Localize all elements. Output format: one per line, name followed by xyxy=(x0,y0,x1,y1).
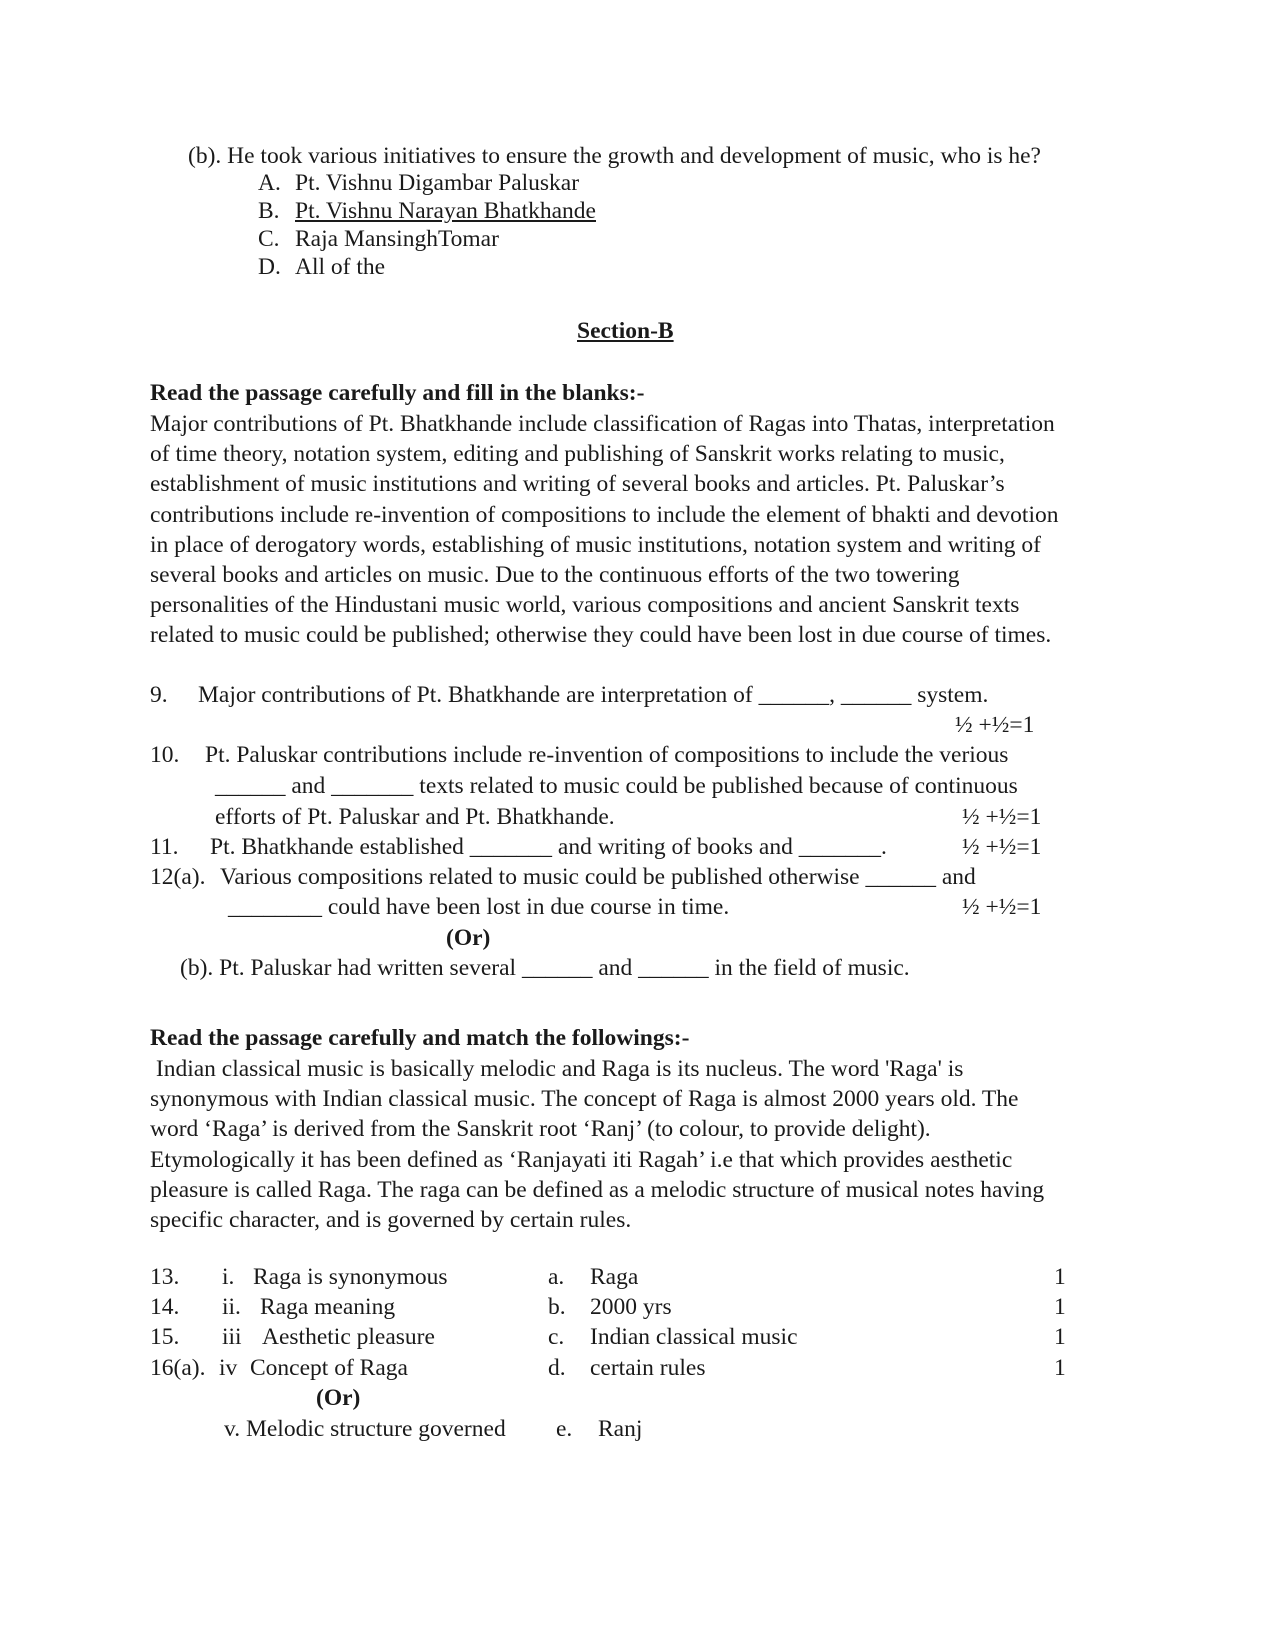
or-label: (Or) xyxy=(446,925,491,951)
match-extra-right: Ranj xyxy=(598,1416,643,1442)
option-a-letter: A. xyxy=(258,170,281,196)
passage2-line: Indian classical music is basically melodic and Raga is its nucleus. The word 'Raga' is xyxy=(150,1056,964,1082)
match-row-15-left: Aesthetic pleasure xyxy=(262,1324,435,1350)
q10-line2: ______ and _______ texts related to music could be published because of continuous xyxy=(215,773,1018,799)
match-row-16a-left: Concept of Raga xyxy=(250,1355,408,1381)
passage1-text xyxy=(150,409,1110,651)
match-row-14-roman: ii. xyxy=(222,1294,241,1320)
match-row-16a-letter: d. xyxy=(548,1355,566,1381)
match-row-14-letter: b. xyxy=(548,1294,566,1320)
q11-number: 11. xyxy=(150,834,179,860)
passage2-line: synonymous with Indian classical music. The concept of Raga is almost 2000 years old. The xyxy=(150,1086,1019,1113)
option-c: Raja MansinghTomar xyxy=(295,226,499,252)
passage1-line: in place of derogatory words, establishing of music institutions, notation system and writing of xyxy=(150,531,1041,558)
q12a-marks: ½ +½=1 xyxy=(962,894,1042,920)
option-d: All of the xyxy=(295,254,386,280)
q10-marks: ½ +½=1 xyxy=(962,804,1042,830)
passage2-line: specific character, and is governed by certain rules. xyxy=(150,1207,632,1234)
passage1-line: Major contributions of Pt. Bhatkhande include classification of Ragas into Thatas, interpretation xyxy=(150,411,1055,437)
q12a-line1: Various compositions related to music could be published otherwise ______ and xyxy=(220,864,976,890)
option-b: Pt. Vishnu Narayan Bhatkhande xyxy=(295,198,596,224)
passage1-line: establishment of music institutions and writing of several books and articles. Pt. Paluskar’s xyxy=(150,471,1005,498)
match-row-15-roman: iii xyxy=(222,1324,242,1350)
option-d-letter: D. xyxy=(258,254,281,280)
match-row-15-marks: 1 xyxy=(1054,1324,1066,1350)
match-row-14-left: Raga meaning xyxy=(260,1294,396,1320)
match-row-15-right: Indian classical music xyxy=(590,1324,798,1350)
q11-marks: ½ +½=1 xyxy=(962,834,1042,860)
q10-number: 10. xyxy=(150,742,180,768)
passage1-line: several books and articles on music. Due to the continuous efforts of the two towering xyxy=(150,562,960,589)
match-or-label: (Or) xyxy=(316,1385,361,1411)
q12b-text: (b). Pt. Paluskar had written several ______ and ______ in the field of music. xyxy=(180,955,910,981)
match-row-16a-roman: iv xyxy=(219,1355,238,1381)
match-row-15-number: 15. xyxy=(150,1324,180,1350)
q10-line1: Pt. Paluskar contributions include re-invention of compositions to include the verious xyxy=(205,742,1009,768)
q11-text: Pt. Bhatkhande established _______ and writing of books and _______. xyxy=(210,834,887,860)
match-row-13-roman: i. xyxy=(222,1264,235,1290)
q9-marks: ½ +½=1 xyxy=(955,712,1035,738)
passage2-text xyxy=(150,1054,1110,1235)
passage1-heading: Read the passage carefully and fill in the blanks:- xyxy=(150,380,645,406)
question-8b: (b). He took various initiatives to ensure the growth and development of music, who is he? xyxy=(188,143,1041,169)
q9-text: Major contributions of Pt. Bhatkhande are interpretation of ______, ______ system. xyxy=(198,682,989,708)
match-row-13-right: Raga xyxy=(590,1264,639,1290)
option-c-letter: C. xyxy=(258,226,280,252)
passage2-heading: Read the passage carefully and match the followings:- xyxy=(150,1025,690,1051)
match-row-16a-right: certain rules xyxy=(590,1355,706,1381)
passage1-line: of time theory, notation system, editing and publishing of Sanskrit works relating to music, xyxy=(150,441,1005,468)
match-row-14-number: 14. xyxy=(150,1294,180,1320)
section-title: Section-B xyxy=(577,318,674,344)
passage1-line: related to music could be published; otherwise they could have been lost in due course of times. xyxy=(150,622,1052,649)
match-row-13-letter: a. xyxy=(548,1264,565,1290)
passage2-line: pleasure is called Raga. The raga can be defined as a melodic structure of musical notes having xyxy=(150,1176,1045,1203)
match-row-15-letter: c. xyxy=(548,1324,565,1350)
match-extra-letter: e. xyxy=(556,1416,573,1442)
option-a: Pt. Vishnu Digambar Paluskar xyxy=(295,170,580,196)
passage1-line: personalities of the Hindustani music world, various compositions and ancient Sanskrit texts xyxy=(150,592,1020,619)
passage2-line: word ‘Raga’ is derived from the Sanskrit root ‘Ranj’ (to colour, to provide delight). xyxy=(150,1116,931,1143)
match-extra-left: v. Melodic structure governed xyxy=(224,1416,506,1442)
q12a-number: 12(a). xyxy=(150,864,206,890)
passage1-line: contributions include re-invention of compositions to include the element of bhakti and devotion xyxy=(150,501,1059,528)
q9-number: 9. xyxy=(150,682,168,708)
q12a-line2: ________ could have been lost in due course in time. xyxy=(228,894,730,920)
option-b-letter: B. xyxy=(258,198,280,224)
passage2-line: Etymologically it has been defined as ‘Ranjayati iti Ragah’ i.e that which provides aesthetic xyxy=(150,1146,1013,1173)
match-row-13-marks: 1 xyxy=(1054,1264,1066,1290)
match-row-14-marks: 1 xyxy=(1054,1294,1066,1320)
q10-line3: efforts of Pt. Paluskar and Pt. Bhatkhande. xyxy=(215,804,615,830)
match-row-16a-marks: 1 xyxy=(1054,1355,1066,1381)
match-row-14-right: 2000 yrs xyxy=(590,1294,672,1320)
match-row-16a-number: 16(a). xyxy=(150,1355,206,1381)
match-row-13-left: Raga is synonymous xyxy=(253,1264,448,1290)
match-row-13-number: 13. xyxy=(150,1264,180,1290)
